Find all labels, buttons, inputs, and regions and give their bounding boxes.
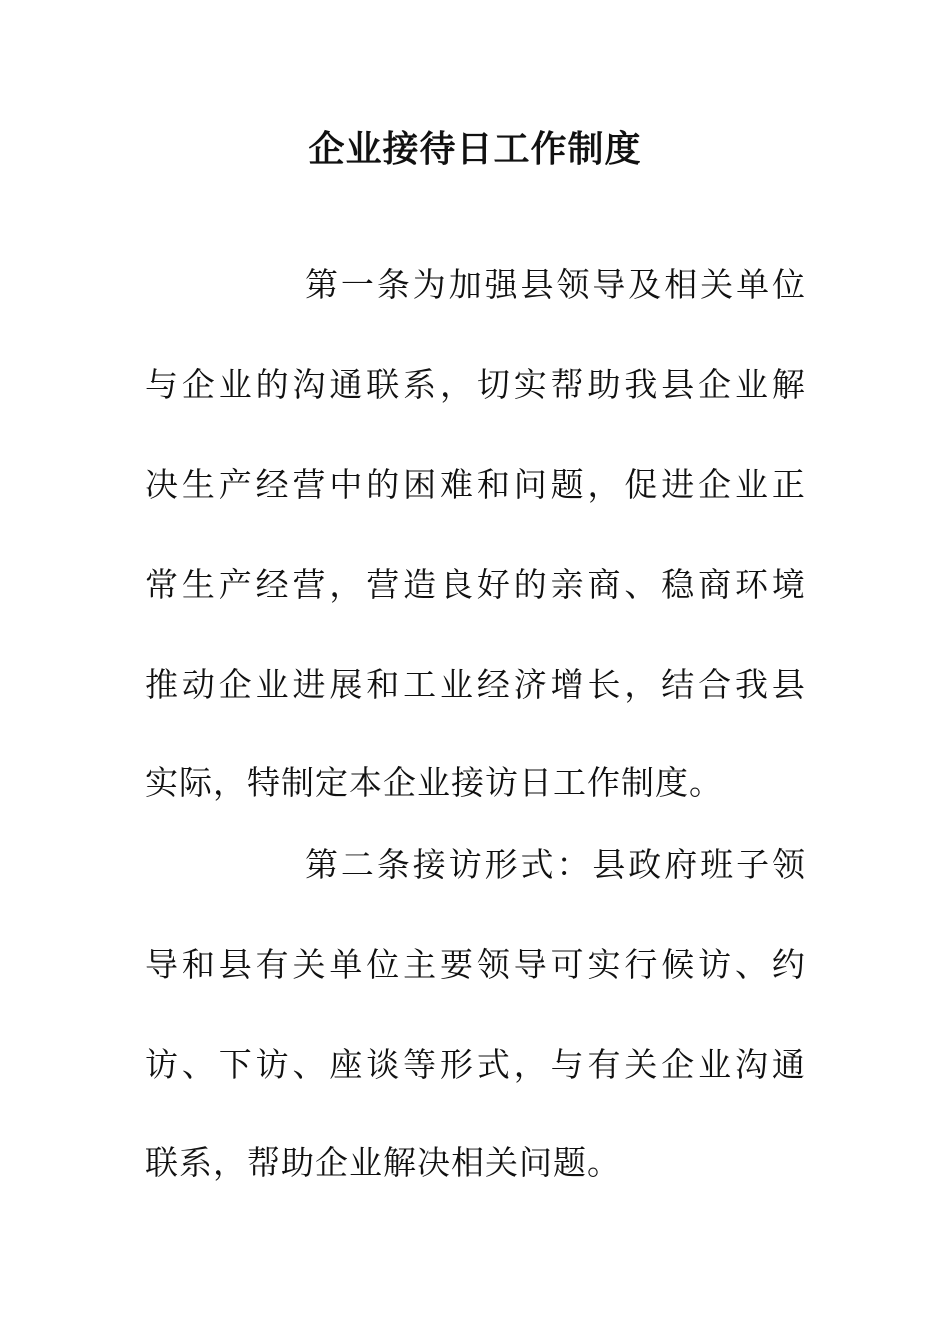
article-2-line-4: 联系，帮助企业解决相关问题。 [145,1143,621,1182]
article-1-line-6: 实际，特制定本企业接访日工作制度。 [145,763,723,802]
document-title: 企业接待日工作制度 [308,129,642,170]
article-1-line-4: 常 生 产 经 营 ， 营 造 良 好 的 亲 商 、 稳 商 环 境 [145,565,805,604]
article-1-line-3: 决 生 产 经 营 中 的 困 难 和 问 题 ， 促 进 企 业 正 [145,465,805,504]
article-1-line-2: 与 企 业 的 沟 通 联 系 ， 切 实 帮 助 我 县 企 业 解 [145,365,805,404]
article-2-line-2: 导 和 县 有 关 单 位 主 要 领 导 可 实 行 候 访 、 约 [145,945,805,984]
article-1-line-5: 推 动 企 业 进 展 和 工 业 经 济 增 长 ， 结 合 我 县 [145,665,805,704]
article-1-line-1: 第 一 条 为 加 强 县 领 导 及 相 关 单 位 [305,265,805,304]
article-2-line-1: 第 二 条 接 访 形 式 ： 县 政 府 班 子 领 [305,845,805,884]
article-2-line-3: 访 、 下 访 、 座 谈 等 形 式 ， 与 有 关 企 业 沟 通 [145,1045,805,1084]
